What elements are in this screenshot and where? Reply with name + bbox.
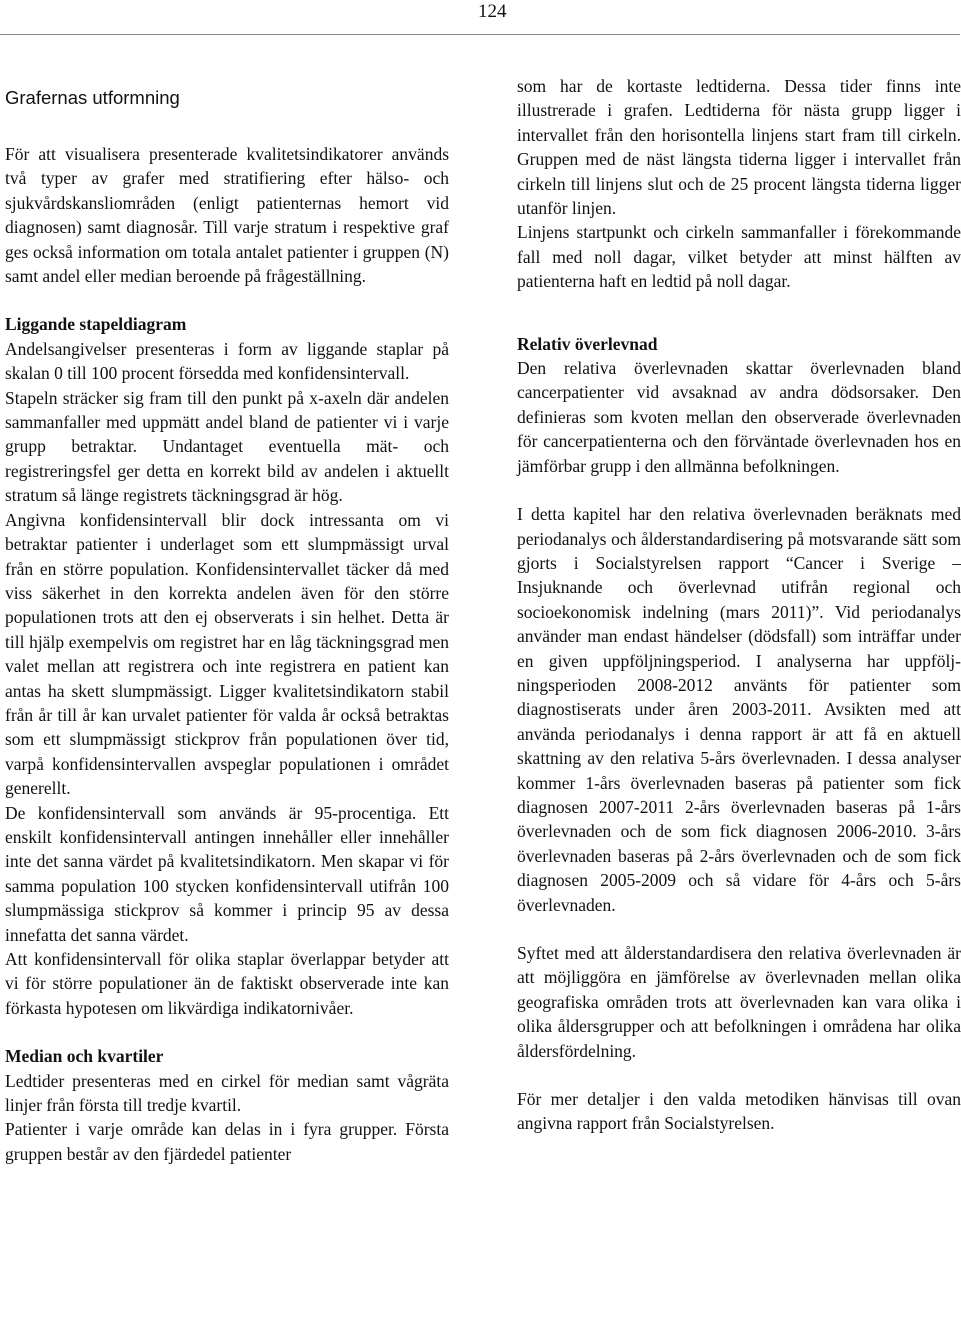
median-paragraph-2: Patienter i varje område kan delas in i fyra grupper. Första gruppen består av den fjärdedel patienter xyxy=(5,1119,449,1164)
survival-paragraph-1: Den relativa överlevnaden skattar överlevnaden bland cancerpatienter vid avsaknad av andra dödsorsaker. Den definieras som kvoten mellan den observerade överlevnaden för cancerpatienterna och den förväntade överlevnaden hos en jämförbar grupp i den allmänna befolkningen. xyxy=(517,358,961,476)
survival-paragraph-2: I detta kapitel har den relativa överlevnaden beräknats med periodanalys och ålderstandardisering på motsvarande sätt som gjorts i Socialstyrelsen rapport “Cancer i Sverige – Insjuknande och överlevnad utifrån regional och socioekonomisk indelning (mars 2011)”. Vid periodanalys använder man endast händelser (dödsfall) som inträffar under en given uppföljningsperiod. I analyserna har uppföljningsperioden 2008-2012 använts för patienter som diagnostiserats under åren 2003-2011. Avsikten med att använda periodanalys i denna rapport är att få en aktuell skattning av den relativa 5-års överlevnaden. I dessa analyser kommer 1-års överlevnaden baseras på patienter som fick diagnosen 2007-2011 2-års överlevnaden baseras på 1-års överlevnaden och de som fick diagnosen 2006-2010. 3-års överlevnaden baseras på 2-års överlevnaden och de som fick diagnosen 2005-2009 och så vidare för 4-års och 5-års överlevnaden. xyxy=(517,504,961,915)
bar-paragraph-2: Stapeln sträcker sig fram till den punkt på x-axeln där andelen sammanfaller med uppmätt andel bland de patienter vi i varje grupp betraktar. Undantaget eventuella mät- och registreringsfel ger detta en korrekt bild av andelen i aktuellt stratum så länge registrets täckningsgrad är hög. xyxy=(5,387,449,506)
bar-paragraph-1: Andelsangivelser presenteras i form av liggande staplar på skalan 0 till 100 procent försedda med konfidensintervall. xyxy=(5,338,449,384)
bar-paragraph-5: Att konfidensintervall för olika staplar överlappar betyder att vi för större populationer än de faktiskt observerade inte kan förkasta hypotesen om likvärdiga indikatornivåer. xyxy=(5,949,449,1018)
right-paragraph-2: Linjens startpunkt och cirkeln sammanfaller i förekommande fall med noll dagar, vilket betyder att minst hälften av patienterna haft en ledtid på noll dagar. xyxy=(517,222,961,292)
bar-paragraph-3: Angivna konfidensintervall blir dock intressanta om vi betraktar patienter i underlaget som ett slumpmässigt urval från en större population. Konfidensintervallet täcker då med viss säkerhet in den korrekta andelen även för den större populationen trots att den ej observerats i sin helhet. Detta är till hjälp exempelvis om registret har en låg täckningsgrad men valet mellan att registrera och inte registrera en patient kan antas ha skett slumpmässigt. Ligger kvalitetsindikatorn stabil från år till år kan urvalet patienter för valda år också betraktas som ett slumpmässigt stickprov från populationen över tid, varpå konfidensintervallen avspeglar populationen i området generellt. xyxy=(5,509,449,799)
median-subheading: Median och kvartiler xyxy=(5,1046,164,1067)
header-rule xyxy=(0,34,960,35)
page-number: 124 xyxy=(478,1,507,22)
bar-paragraph-4: De konfidensintervall som används är 95-procentiga. Ett enskilt konfidensintervall antingen innehåller eller innehåller inte det sanna värdet på kvalitetsindikatorn. Men skapar vi för samma population 100 stycken konfidensintervall utifrån 100 slumpmässiga stickprov så kommer i princip 95 av dessa innefatta det sanna värdet. xyxy=(5,802,449,945)
right-paragraph-1: som har de kortaste ledtiderna. Dessa tider finns inte illustrerade i grafen. Ledtiderna för nästa grupp ligger i intervallet från den horisontella linjens start fram till cirkeln. Gruppen med de näst längsta tiderna ligger i intervallet från cirkeln till linjens slut och de 25 procent längsta tiderna ligger utanför linjen. xyxy=(517,76,961,219)
survival-paragraph-3: Syftet med att ålderstandardisera den relativa överlevnaden är att möjliggöra en jämförelse av överlevnaden mellan olika geografiska områden trots att överlevnaden kan vara olika i olika åldersgrupper och att befolkningen i områdena har olika åldersfördelning. xyxy=(517,943,961,1061)
survival-subheading: Relativ överlevnad xyxy=(517,333,658,354)
section-heading: Grafernas utformning xyxy=(5,87,180,108)
survival-paragraph-4: För mer detaljer i den valda metodiken hänvisas till ovan angivna rapport från Socialstyrelsen. xyxy=(517,1089,961,1134)
left-column xyxy=(5,74,449,1166)
intro-paragraph: För att visualisera presenterade kvalitetsindikatorer används två typer av grafer med stratifiering efter hälso- och sjukvårdskansliområden (enligt patienternas hemort vid diagnosen) samt diagnosår. Till varje stratum i respektive graf ges också information om totala antalet patienter i gruppen (N) samt andel eller median beroende på frågeställning. xyxy=(5,144,449,287)
bar-chart-subheading: Liggande stapeldiagram xyxy=(5,314,187,335)
median-paragraph-1: Ledtider presenteras med en cirkel för median samt vågräta linjer från första till tredje kvartil. xyxy=(5,1070,449,1116)
right-column xyxy=(517,74,961,1136)
